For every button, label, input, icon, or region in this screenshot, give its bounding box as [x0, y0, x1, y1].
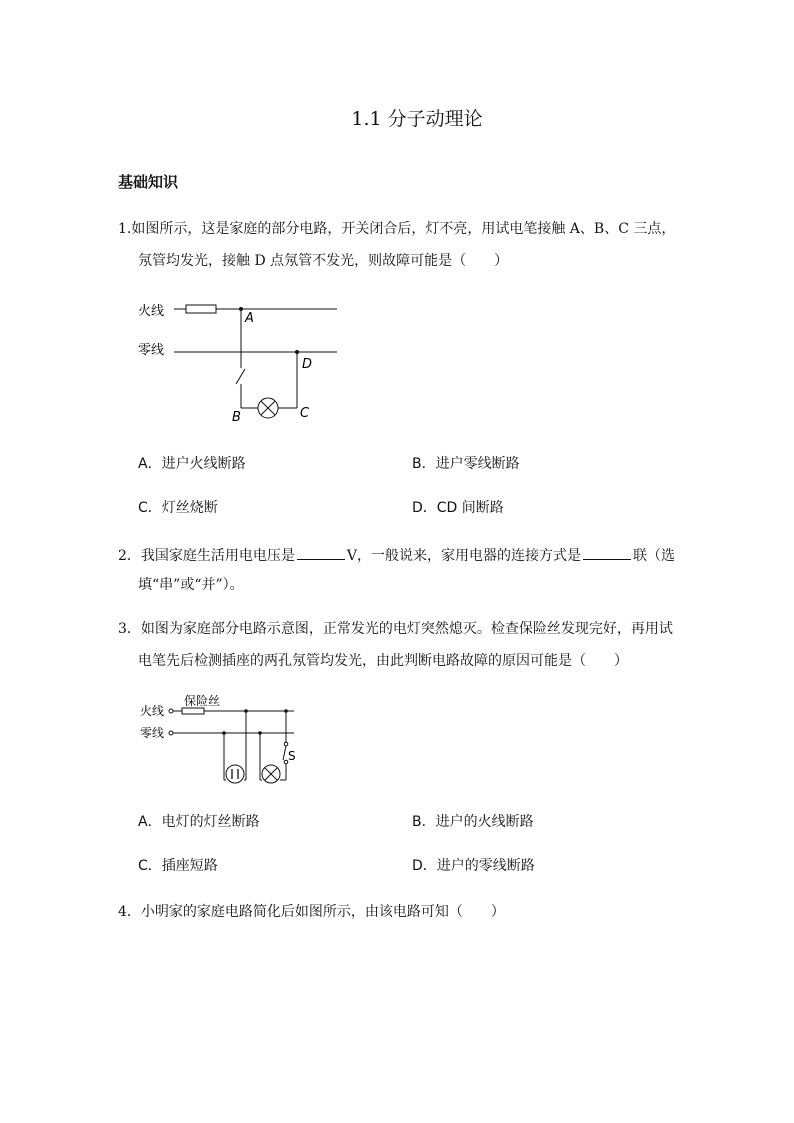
q1-fuse	[186, 305, 216, 313]
q3-fuse-label: 保险丝	[184, 694, 221, 708]
q3-circuit-diagram	[136, 692, 306, 788]
q3-line2: 电笔先后检测插座的两孔氖管均发光，由此判断电路故障的原因可能是（ ）	[138, 653, 628, 669]
q1-option-d: D．CD 间断路	[412, 500, 504, 516]
q3-line1: 3．如图为家庭部分电路示意图，正常发光的电灯突然熄灭。检查保险丝发现完好，再用试	[118, 621, 673, 637]
q2-line1	[118, 546, 675, 563]
q3-switch-label: S	[288, 749, 296, 763]
q3-switch	[283, 746, 286, 760]
q1-option-b: B．进户零线断路	[412, 456, 520, 472]
q2-blank-connection	[583, 546, 631, 560]
q1-label-a: A	[245, 311, 254, 326]
q1-switch	[236, 369, 245, 384]
q3-live-label: 火线	[140, 704, 165, 718]
q1-label-c: C	[300, 406, 310, 421]
q3-option-d: D．进户的零线断路	[412, 858, 535, 874]
q1-label-d: D	[302, 357, 313, 372]
q3-option-a: A．电灯的灯丝断路	[138, 814, 260, 830]
q1-label-b: B	[232, 410, 241, 425]
q2-blank-voltage	[297, 546, 345, 560]
q1-option-c: C．灯丝烧断	[138, 500, 218, 516]
q2-text-part1: 2．我国家庭生活用电电压是	[118, 548, 295, 564]
q3-fuse	[182, 708, 204, 714]
q1-neutral-label: 零线	[138, 343, 165, 358]
page-title: 1.1 分子动理论	[351, 108, 483, 130]
q1-line1: 1.如图所示，这是家庭的部分电路，开关闭合后，灯不亮，用试电笔接触 A、B、C 三点，	[118, 221, 676, 237]
q2-text-part2: V，一般说来，家用电器的连接方式是	[346, 548, 582, 564]
q1-live-label: 火线	[138, 304, 165, 319]
q1-option-a: A．进户火线断路	[138, 456, 246, 472]
section-heading: 基础知识	[118, 173, 179, 191]
q3-option-c: C．插座短路	[138, 858, 218, 874]
q3-neutral-label: 零线	[140, 726, 165, 740]
q1-line2: 氖管均发光，接触 D 点氖管不发光，则故障可能是（ ）	[138, 253, 509, 269]
q2-line2: 填“串”或“并”）。	[138, 577, 244, 593]
q3-socket	[226, 765, 244, 783]
q1-circuit-diagram	[130, 296, 350, 426]
q3-option-b: B．进户的火线断路	[412, 814, 534, 830]
q2-text-part3: 联（选	[633, 548, 676, 564]
q4-line1: 4．小明家的家庭电路简化后如图所示，由该电路可知（ ）	[118, 904, 505, 920]
